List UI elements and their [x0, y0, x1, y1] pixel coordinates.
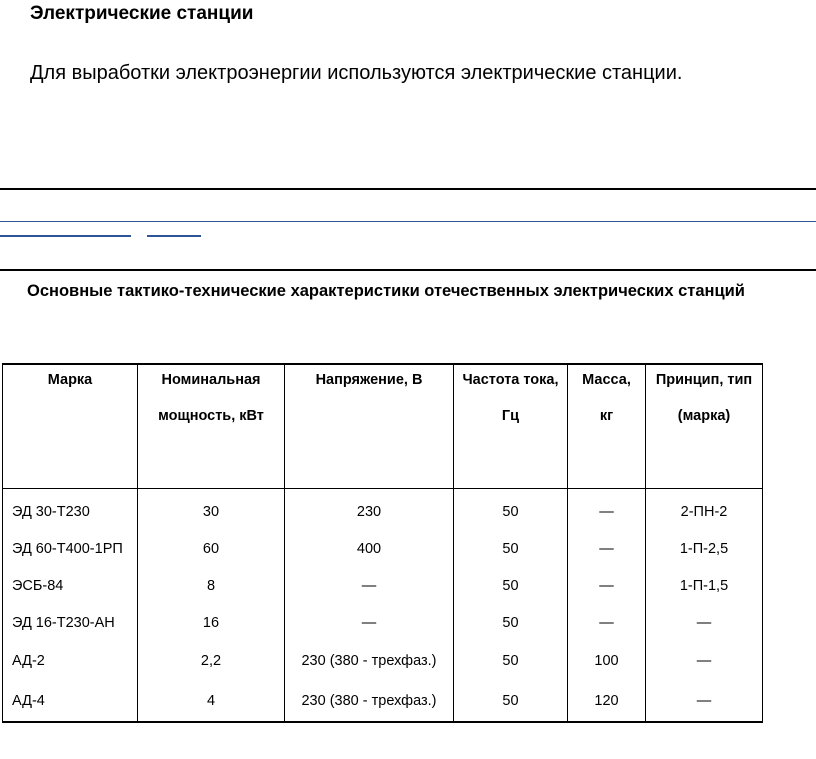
cell-power: 2,2: [138, 641, 285, 681]
link-underline[interactable]: [147, 235, 201, 237]
table-row: [3, 641, 763, 681]
cell-voltage: 230 (380 - трехфаз.): [285, 681, 454, 722]
horizontal-rule-blue: [0, 221, 816, 222]
cell-brand: ЭД 16-Т230-АН: [3, 604, 138, 641]
cell-voltage: 230 (380 - трехфаз.): [285, 641, 454, 681]
cell-brand: ЭСБ-84: [3, 567, 138, 604]
cell-principle: 2-ПН-2: [646, 489, 763, 531]
horizontal-rule: [0, 269, 816, 271]
header-cell-principle: [646, 364, 763, 489]
cell-brand: АД-2: [3, 641, 138, 681]
header-line: кг: [599, 408, 614, 424]
cell-frequency: 50: [454, 530, 568, 567]
table-row: [3, 530, 763, 567]
header-cell-brand: [3, 364, 138, 489]
cell-frequency: 50: [454, 489, 568, 531]
cell-power: 8: [138, 567, 285, 604]
cell-brand: АД-4: [3, 681, 138, 722]
header-line: (марка): [677, 408, 731, 424]
table-row: [3, 567, 763, 604]
header-cell-voltage: [285, 364, 454, 489]
table-row: [3, 681, 763, 722]
cell-power: 60: [138, 530, 285, 567]
cell-mass: —: [568, 489, 646, 531]
header-cell-frequency: [454, 364, 568, 489]
cell-mass: 120: [568, 681, 646, 722]
header-line: Гц: [501, 408, 520, 424]
cell-mass: —: [568, 567, 646, 604]
specs-table: [2, 363, 763, 723]
header-line: Напряжение, В: [315, 372, 423, 388]
intro-paragraph: Для выработки электроэнергии используются электрические станции.: [30, 62, 683, 84]
cell-power: 16: [138, 604, 285, 641]
cell-principle: 1-П-2,5: [646, 530, 763, 567]
cell-power: 4: [138, 681, 285, 722]
table-row: [3, 604, 763, 641]
cell-frequency: 50: [454, 641, 568, 681]
table-title: Основные тактико-технические характеристики отечественных электрических станций: [27, 282, 745, 300]
header-line: мощность, кВт: [158, 408, 264, 424]
cell-principle: —: [646, 641, 763, 681]
header-cell-mass: [568, 364, 646, 489]
horizontal-rule: [0, 188, 816, 190]
cell-frequency: 50: [454, 604, 568, 641]
cell-mass: —: [568, 604, 646, 641]
cell-brand: ЭД 60-Т400-1РП: [3, 530, 138, 567]
cell-frequency: 50: [454, 681, 568, 722]
header-line: Частота тока,: [462, 372, 559, 388]
header-line: Марка: [47, 372, 93, 388]
header-line: Принцип, тип: [655, 372, 753, 388]
table-row: [3, 489, 763, 531]
header-line: Масса,: [582, 372, 631, 388]
cell-brand: ЭД 30-Т230: [3, 489, 138, 531]
table-header-row: [3, 364, 763, 489]
cell-principle: —: [646, 604, 763, 641]
header-cell-power: [138, 364, 285, 489]
header-line: Номинальная: [161, 372, 261, 388]
cell-voltage: —: [285, 567, 454, 604]
cell-principle: —: [646, 681, 763, 722]
cell-frequency: 50: [454, 567, 568, 604]
link-underline[interactable]: [0, 235, 131, 237]
cell-mass: —: [568, 530, 646, 567]
cell-mass: 100: [568, 641, 646, 681]
cell-principle: 1-П-1,5: [646, 567, 763, 604]
cell-power: 30: [138, 489, 285, 531]
cell-voltage: 230: [285, 489, 454, 531]
cell-voltage: —: [285, 604, 454, 641]
cell-voltage: 400: [285, 530, 454, 567]
page-heading: Электрические станции: [30, 3, 254, 24]
